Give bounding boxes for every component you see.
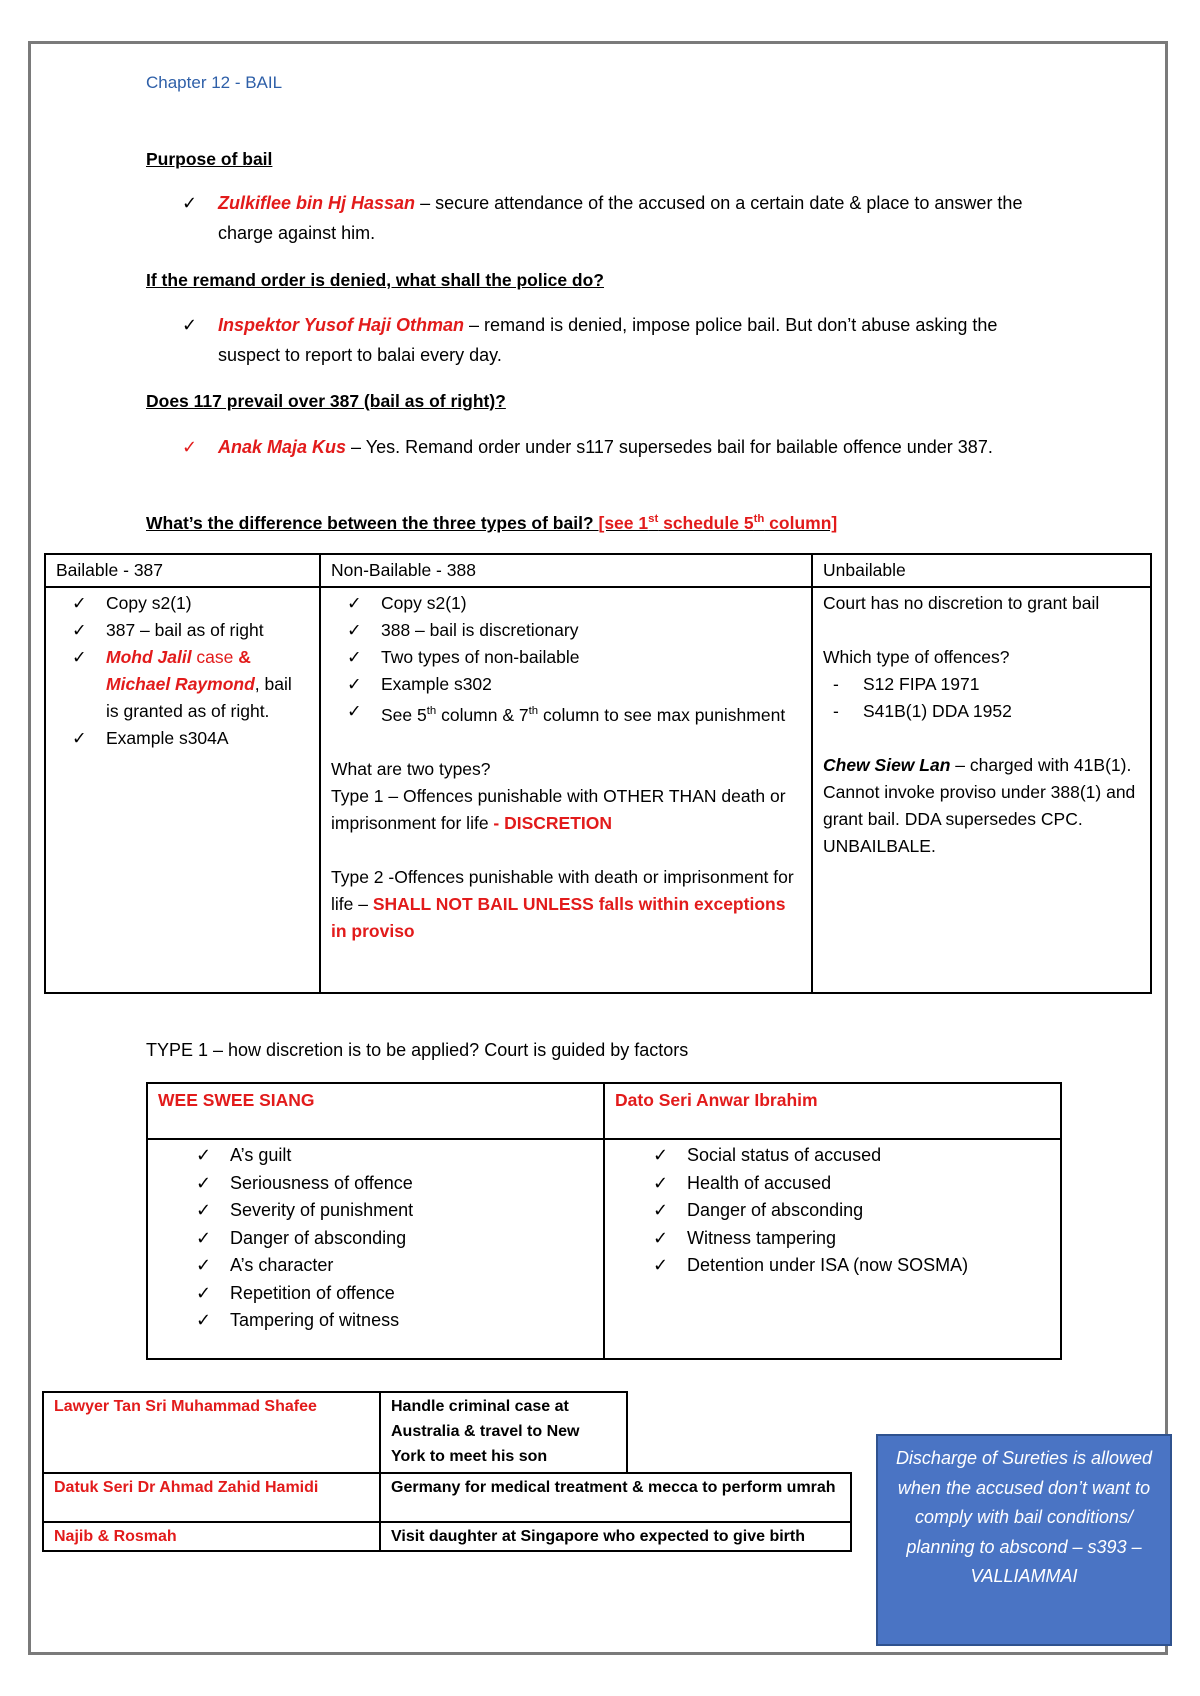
types-question: What are two types? — [331, 758, 491, 779]
list-item: ✓ Danger of absconding — [230, 1225, 593, 1253]
check-icon: ✓ — [347, 593, 362, 613]
remand-item — [182, 310, 1062, 370]
check-icon: ✓ — [196, 1227, 212, 1248]
list-item: ✓ Detention under ISA (now SOSMA) — [687, 1252, 1050, 1280]
prevail-text: – Yes. Remand order under s117 supersedes bail for bailable offence under 387. — [346, 437, 993, 457]
check-icon: ✓ — [182, 437, 198, 457]
wee-swee-siang-factors — [147, 1139, 604, 1359]
type1-desc: Type 1 – Offences punishable with OTHER THAN death or imprisonment for life - DISCRETION — [331, 785, 786, 833]
list-item: ✓ 387 – bail as of right — [106, 617, 309, 644]
remand-text: – remand is denied, impose police bail. But don’t abuse asking the suspect to report to balai every day. — [218, 315, 998, 365]
unbailable-cell — [812, 587, 1151, 993]
type2-desc: Type 2 -Offences punishable with death or imprisonment for life – SHALL NOT BAIL UNLESS falls within exceptions in proviso — [331, 866, 794, 941]
check-icon: ✓ — [72, 647, 87, 667]
header-wee-swee-siang: WEE SWEE SIANG — [147, 1083, 604, 1139]
check-icon: ✓ — [653, 1172, 669, 1193]
list-item: ✓ A’s character — [230, 1252, 593, 1280]
check-icon: ✓ — [182, 315, 198, 335]
list-item: ✓ Copy s2(1) — [106, 590, 309, 617]
offences-question: Which type of offences? — [823, 647, 1010, 667]
travel-table — [42, 1391, 852, 1552]
schedule-reference: [see 1st schedule 5th column] — [598, 513, 838, 533]
header-bailable: Bailable - 387 — [45, 554, 320, 587]
table-row: Datuk Seri Dr Ahmad Zahid Hamidi Germany for medical treatment & mecca to perform umrah — [43, 1473, 851, 1522]
list-item: ✓ Witness tampering — [687, 1225, 1050, 1253]
list-item: ✓ Example s304A — [106, 725, 309, 752]
check-icon: ✓ — [653, 1145, 669, 1165]
purpose-text: – secure attendance of the accused on a certain date & place to answer the charge against him. — [218, 193, 1023, 243]
check-icon: ✓ — [653, 1200, 669, 1220]
list-item: ✓ Seriousness of offence — [230, 1170, 593, 1198]
anwar-ibrahim-factors — [604, 1139, 1061, 1359]
check-icon: ✓ — [72, 620, 87, 640]
check-icon: ✓ — [196, 1255, 212, 1275]
difference-heading: What’s the difference between the three types of bail? [see 1st schedule 5th column] — [146, 513, 838, 533]
table-body-row — [45, 587, 1151, 993]
chapter-title: Chapter 12 - BAIL — [146, 73, 283, 92]
list-item: - S41B(1) DDA 1952 — [833, 701, 1012, 721]
list-item: ✓ Mohd Jalil case & Michael Raymond, bail is granted as of right. — [106, 644, 309, 725]
table-header-row — [45, 554, 1151, 587]
list-item: ✓ 388 – bail is discretionary — [381, 617, 801, 644]
unbailable-text: Court has no discretion to grant bail — [823, 593, 1100, 613]
list-item: ✓ Social status of accused — [687, 1142, 1050, 1170]
check-icon: ✓ — [347, 647, 362, 667]
case-mohd-jalil: Mohd Jalil — [106, 647, 192, 667]
table-row: Najib & Rosmah Visit daughter at Singapore who expected to give birth — [43, 1522, 851, 1551]
list-item: ✓ Example s302 — [381, 671, 801, 698]
check-icon: ✓ — [196, 1282, 212, 1303]
sureties-note: Discharge of Sureties is allowed when the accused don’t want to comply with bail conditions/ planning to abscond – s393 – VALLIAMMAI — [876, 1434, 1172, 1646]
header-unbailable: Unbailable — [812, 554, 1151, 587]
check-icon: ✓ — [196, 1145, 212, 1165]
list-item: ✓ Copy s2(1) — [381, 590, 801, 617]
type1-factors-line: TYPE 1 – how discretion is to be applied? Court is guided by factors — [146, 1040, 689, 1060]
check-icon: ✓ — [72, 728, 87, 748]
list-item: ✓ Health of accused — [687, 1170, 1050, 1198]
list-item: - S12 FIPA 1971 — [833, 674, 980, 694]
list-item: ✓ A’s guilt — [230, 1142, 593, 1170]
factors-table — [146, 1082, 1062, 1360]
check-icon: ✓ — [653, 1255, 669, 1275]
header-anwar-ibrahim: Dato Seri Anwar Ibrahim — [604, 1083, 1061, 1139]
list-item: ✓ See 5th column & 7th column to see max punishment — [381, 698, 801, 729]
case-anak-maja-kus: Anak Maja Kus — [218, 437, 347, 457]
remand-heading: If the remand order is denied, what shall the police do? — [146, 270, 604, 290]
case-zulkiflee: Zulkiflee bin Hj Hassan — [218, 193, 416, 213]
check-icon: ✓ — [347, 620, 362, 640]
check-icon: ✓ — [196, 1200, 212, 1220]
check-icon: ✓ — [347, 701, 362, 721]
check-icon: ✓ — [182, 193, 198, 213]
purpose-heading: Purpose of bail — [146, 149, 273, 169]
purpose-item — [182, 188, 1062, 248]
list-item: ✓ Tampering of witness — [230, 1307, 593, 1335]
bail-types-table — [44, 553, 1152, 994]
non-bailable-cell — [320, 587, 812, 993]
check-icon: ✓ — [196, 1310, 212, 1330]
check-icon: ✓ — [196, 1172, 212, 1193]
chew-siew-lan-note: Chew Siew Lan – charged with 41B(1). Cannot invoke proviso under 388(1) and grant bail. DDA supersedes CPC. UNBAILBALE. — [823, 755, 1136, 856]
list-item: ✓ Repetition of offence — [230, 1280, 593, 1308]
list-item: ✓ Two types of non-bailable — [381, 644, 801, 671]
check-icon: ✓ — [72, 593, 87, 613]
list-item: ✓ Severity of punishment — [230, 1197, 593, 1225]
case-michael-raymond: Michael Raymond — [106, 674, 255, 694]
prevail-item — [182, 432, 1062, 462]
bailable-cell — [45, 587, 320, 993]
table-row: Lawyer Tan Sri Muhammad Shafee Handle criminal case at Australia & travel to New York to meet his son — [43, 1392, 851, 1473]
table-body-row — [147, 1139, 1061, 1359]
prevail-heading: Does 117 prevail over 387 (bail as of right)? — [146, 391, 506, 411]
case-chew-siew-lan: Chew Siew Lan — [823, 755, 951, 775]
check-icon: ✓ — [653, 1227, 669, 1248]
header-non-bailable: Non-Bailable - 388 — [320, 554, 812, 587]
case-yusof: Inspektor Yusof Haji Othman — [218, 315, 465, 335]
table-header-row — [147, 1083, 1061, 1139]
list-item: ✓ Danger of absconding — [687, 1197, 1050, 1225]
check-icon: ✓ — [347, 674, 362, 694]
